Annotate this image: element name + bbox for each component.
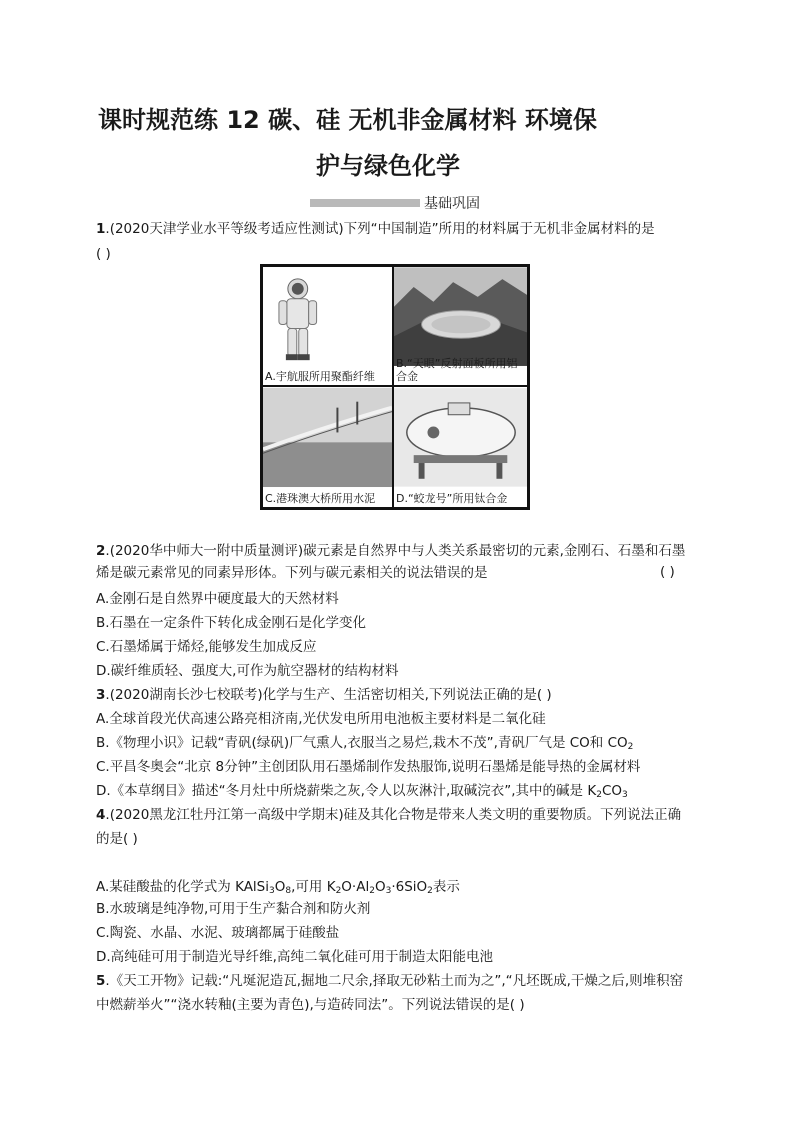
choice-d-cell (393, 386, 528, 508)
choice-d-caption: D.“蛟龙号”所用钛合金 (396, 492, 508, 505)
bridge-image (263, 387, 392, 488)
astronaut-image (263, 267, 392, 366)
question-4 (96, 804, 696, 826)
question-5 (96, 970, 696, 992)
section-bar (310, 199, 420, 207)
question-1 (96, 218, 696, 240)
choice-b-cell (393, 266, 528, 386)
option-d: D.碳纤维质轻、强度大,可作为航空器材的结构材料 (96, 663, 399, 679)
question-2-line-2: 烯是碳元素常见的同素异形体。下列与碳元素相关的说法错误的是 (96, 565, 488, 581)
question-text-line-1: .(2020黑龙江牡丹江第一高级中学期末)硅及其化合物是带来人类文明的重要物质。下列说法正确 (105, 807, 682, 823)
title-line-2: 护与绿色化学 (316, 152, 460, 180)
question-text: .(2020天津学业水平等级考适应性测试)下列“中国制造”所用的材料属于无机非金属材料的是 (105, 221, 655, 237)
submersible-image (394, 387, 527, 488)
choice-c-cell (262, 386, 393, 508)
option-a: A.金刚石是自然界中硬度最大的天然材料 (96, 591, 339, 607)
option-c: C.石墨烯属于烯烃,能够发生加成反应 (96, 639, 317, 655)
question-text-line-1: .《天工开物》记载:“凡埏泥造瓦,掘地二尺余,择取无砂粘土而为之”,“凡坯既成,干燥之后,则堆积窑 (105, 973, 684, 989)
choice-a-cell (262, 266, 393, 386)
option-a: A.某硅酸盐的化学式为 $KAlSi_3O_8$,可用 $K_2O\cdot Al_2O_3\cdot 6SiO_2$表示 (96, 879, 460, 896)
option-c: C.陶瓷、水晶、水泥、玻璃都属于硅酸盐 (96, 925, 340, 941)
question-3 (96, 684, 696, 706)
question-number: 4 (96, 807, 106, 823)
option-c: C.平昌冬奥会“北京 8分钟”主创团队用石墨烯制作发热服饰,说明石墨烯是能导热的金属材料 (96, 759, 641, 775)
question-number: 5 (96, 973, 106, 989)
choice-a-caption: A.宇航服所用聚酯纤维 (265, 370, 375, 383)
question-number: 3 (96, 687, 106, 703)
section-label: 基础巩固 (424, 196, 480, 212)
question-number: 2 (96, 543, 106, 559)
option-b: B.石墨在一定条件下转化成金刚石是化学变化 (96, 615, 367, 631)
title-line-1: 课时规范练 12 碳、硅 无机非金属材料 环境保 (98, 106, 597, 134)
question-number: 1 (96, 221, 106, 237)
answer-paren: ( ) (96, 246, 111, 262)
choice-b-caption: B.“天眼”反射面板所用铝合金 (396, 357, 518, 383)
choice-image-grid (260, 264, 530, 510)
answer-paren: ( ) (660, 564, 675, 580)
radio-telescope-image (394, 267, 527, 366)
question-2 (96, 540, 696, 562)
option-b: B.水玻璃是纯净物,可用于生产黏合剂和防火剂 (96, 901, 371, 917)
question-4-line-2: 的是( ) (96, 831, 138, 847)
option-d: D.高纯硅可用于制造光导纤维,高纯二氧化硅可用于制造太阳能电池 (96, 949, 493, 965)
question-5-line-2: 中燃薪举火”“浇水转釉(主要为青色),与造砖同法”。下列说法错误的是( ) (96, 997, 525, 1013)
section-header (310, 193, 480, 213)
option-d: D.《本草纲目》描述“冬月灶中所烧薪柴之灰,令人以灰淋汁,取碱浣衣”,其中的碱是 $K_2CO_3$ (96, 783, 628, 800)
choice-c-caption: C.港珠澳大桥所用水泥 (265, 492, 376, 505)
option-b: B.《物理小识》记载“青矾(绿矾)厂气熏人,衣服当之易烂,栽木不茂”,青矾厂气是 CO和 $CO_2$ (96, 735, 634, 752)
question-text: .(2020湖南长沙七校联考)化学与生产、生活密切相关,下列说法正确的是( ) (105, 687, 552, 703)
page-title (98, 103, 698, 183)
question-text-line-1: .(2020华中师大一附中质量测评)碳元素是自然界中与人类关系最密切的元素,金刚石、石墨和石墨 (105, 543, 686, 559)
option-a: A.全球首段光伏高速公路亮相济南,光伏发电所用电池板主要材料是二氧化硅 (96, 711, 546, 727)
